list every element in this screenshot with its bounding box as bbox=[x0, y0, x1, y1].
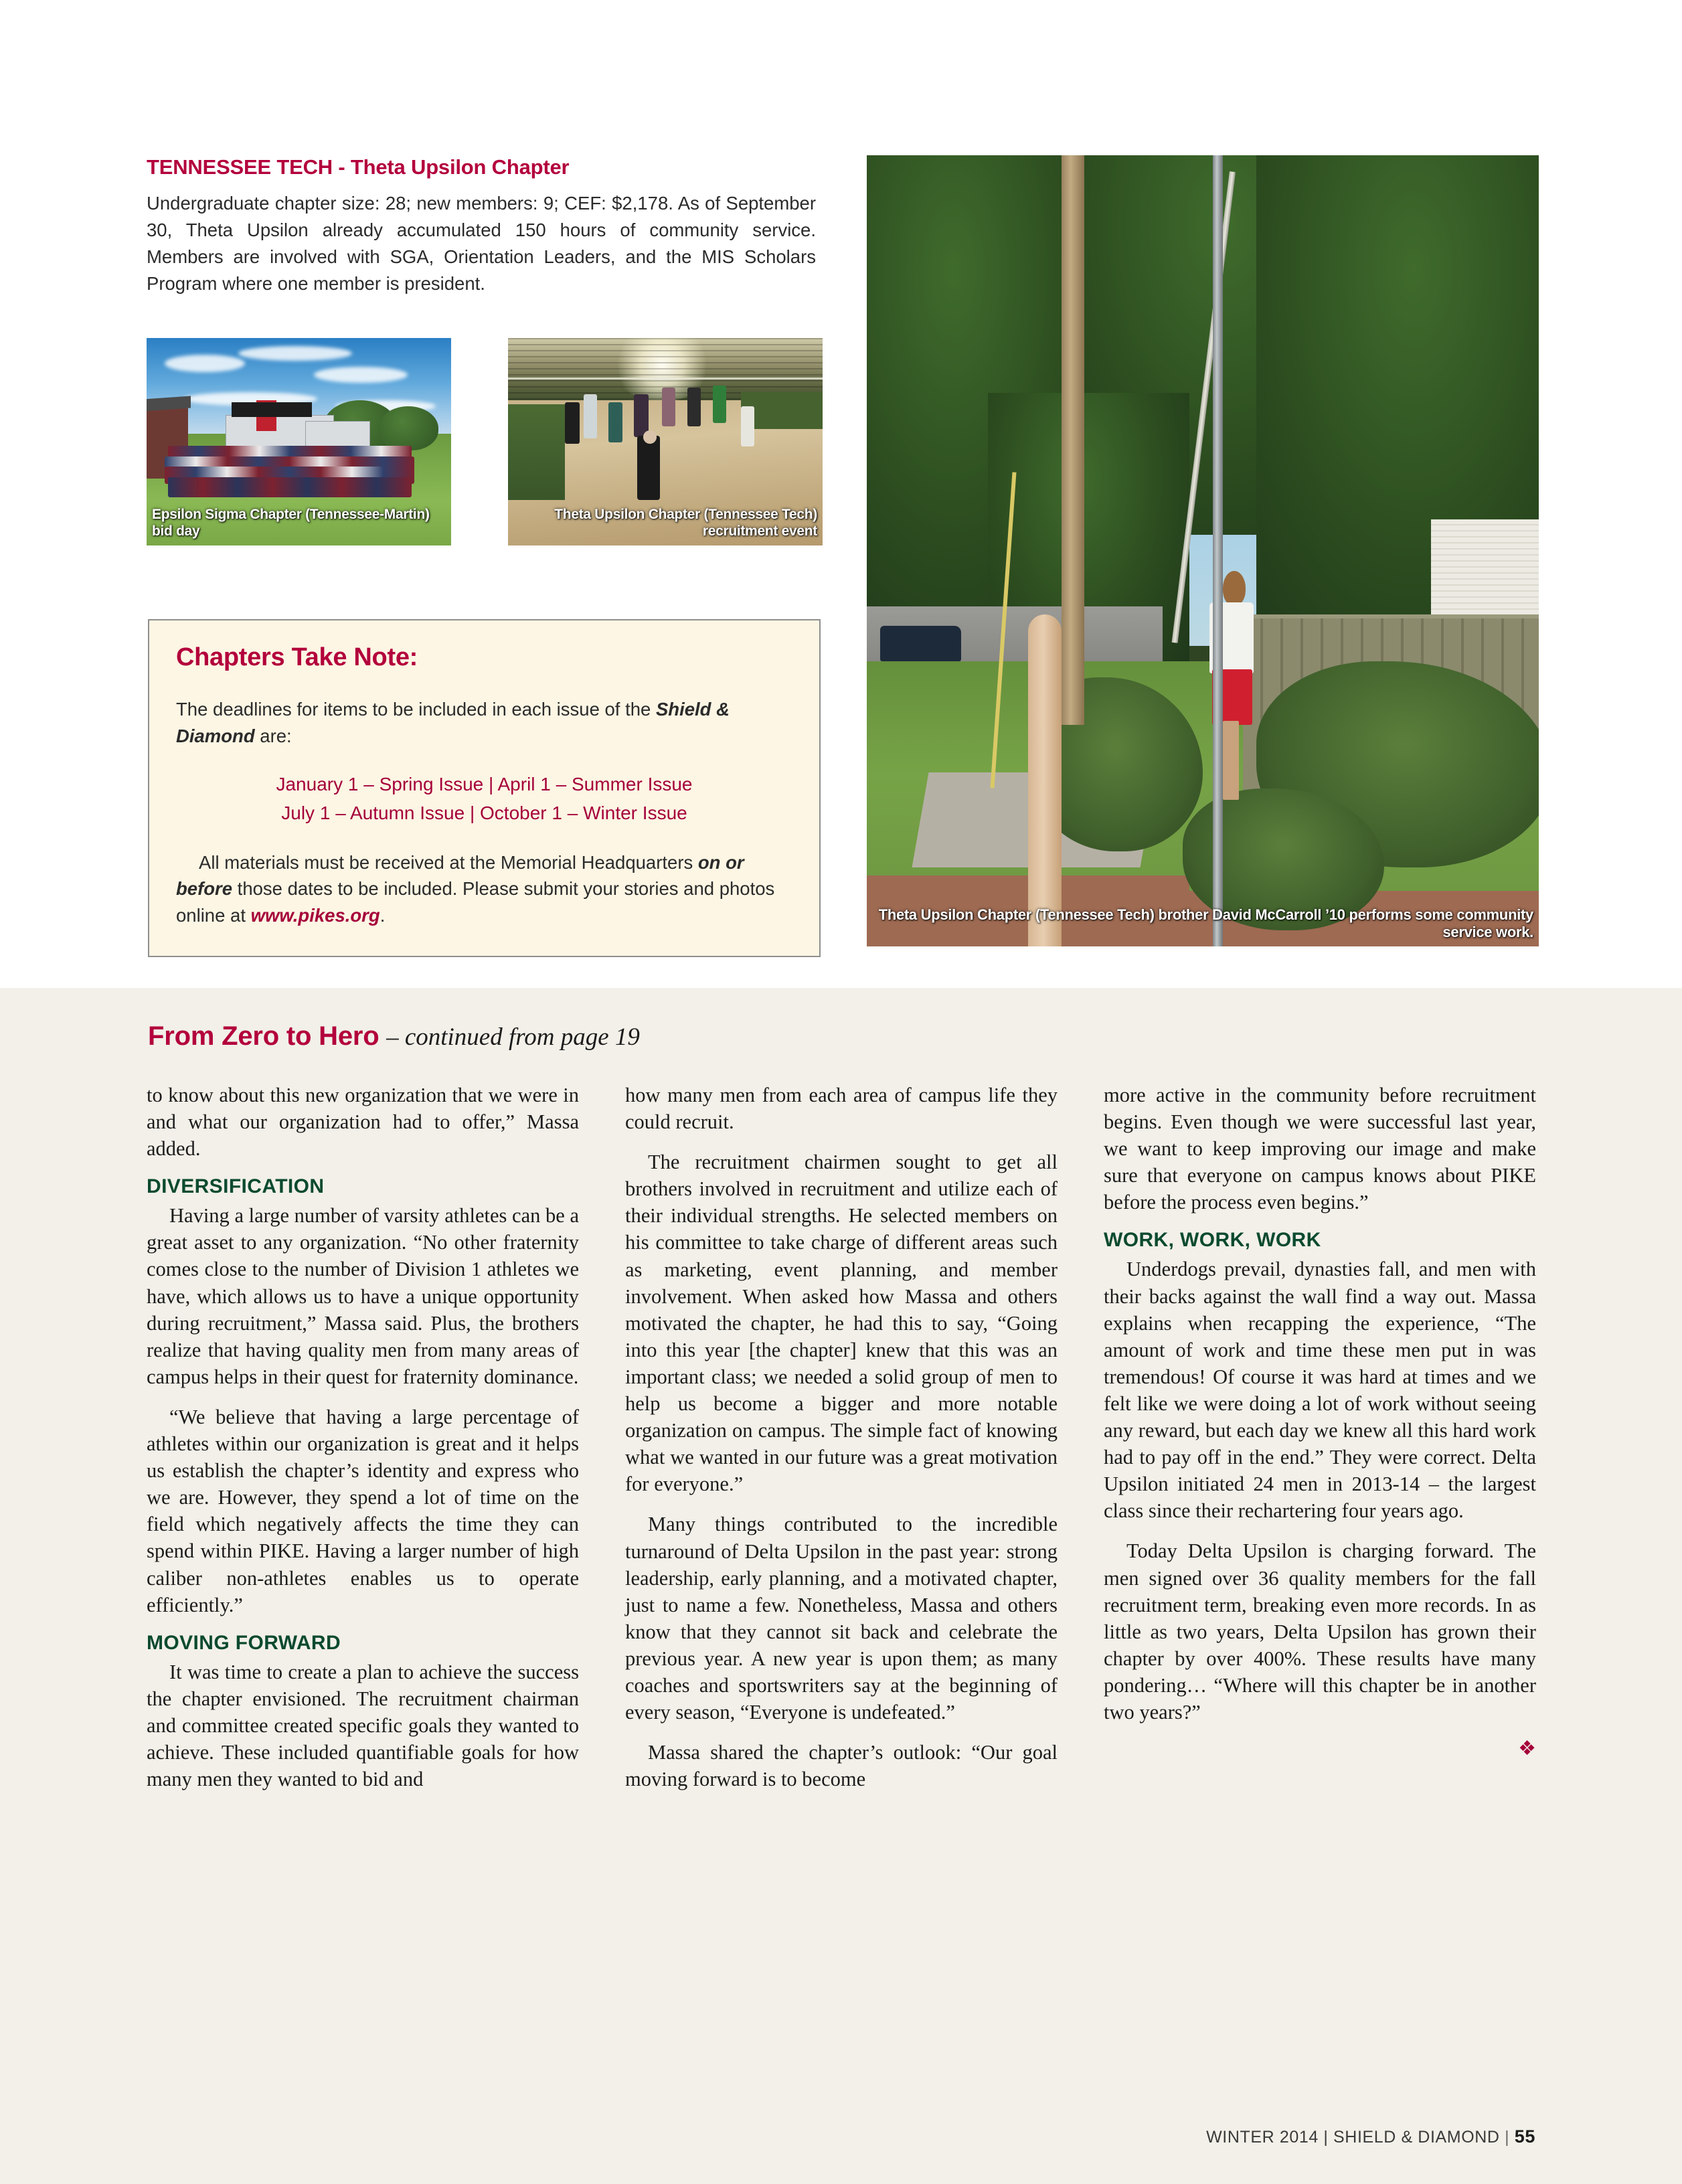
deadline-list bbox=[176, 770, 792, 828]
paragraph: The recruitment chairmen sought to get all brothers involved in recruitment and utilize each of their individual strengths. He selected members on his committee to take charge of different areas such as marketing, event planning, and member involvement. When asked how Massa and others motivated the chapter, he had this to say, “Going into this year [the chapter] knew that this was an important class; we needed a solid group of men to help us become a bigger and more notable organization on campus. The simple fact of knowing what we wanted in our future was a great motivation for everyone.” bbox=[625, 1151, 1058, 1496]
player-silhouette bbox=[662, 388, 675, 426]
deadline-line-2: July 1 – Autumn Issue | October 1 – Winter Issue bbox=[281, 803, 687, 824]
article-panel bbox=[0, 988, 1682, 2184]
paragraph: Underdogs prevail, dynasties fall, and men with their backs against the wall find a way out. Massa explains when recapping the experience, “The amount of work and time these men put in was tremendous! Of course it was hard at times and we felt like we were doing a lot of work without seeing any reward, but each day we knew all this hard work had to pay off in the end.” They were correct. Delta Upsilon initiated 24 men in 2013-14 – the largest class since their rechartering four years ago. bbox=[1104, 1258, 1536, 1523]
page-footer bbox=[1206, 2126, 1535, 2147]
player-silhouette bbox=[608, 402, 622, 442]
chapter-report-block bbox=[147, 155, 816, 297]
crowd-row bbox=[168, 477, 412, 497]
player-silhouette bbox=[713, 386, 726, 423]
section-heading-diversification: DIVERSIFICATION bbox=[147, 1175, 325, 1198]
cloud-shape bbox=[165, 355, 245, 372]
player-silhouette bbox=[565, 402, 580, 444]
photo-caption-recruitment: Theta Upsilon Chapter (Tennessee Tech) recruitment event bbox=[554, 507, 817, 539]
footer-separator: | bbox=[1505, 2128, 1510, 2147]
player-silhouette bbox=[584, 394, 597, 438]
tree-shape bbox=[378, 406, 438, 450]
take-note-intro-before: The deadlines for items to be included in each issue of the bbox=[176, 699, 656, 720]
shield-and-diamond-italic: Shield & Diamond bbox=[176, 699, 730, 746]
take-note-intro-after: are: bbox=[254, 725, 292, 746]
paragraph: “We believe that having a large percentage of athletes within our organization is great and it helps us establish the chapter’s identity and express who we are. However, they spend a lot of time on the field which negatively affects the time they can spend within PIKE. Having a larger number of high caliber non-athletes enables us to operate efficiently.” bbox=[147, 1405, 579, 1616]
photo-bid-day bbox=[147, 338, 451, 545]
top-panel bbox=[0, 0, 1682, 988]
deadline-line-1: January 1 – Spring Issue | April 1 – Summer Issue bbox=[276, 773, 693, 794]
photo-recruitment-event bbox=[508, 338, 823, 545]
article-column-3 bbox=[1104, 1082, 1536, 1806]
article-header bbox=[148, 1021, 640, 1052]
article-title: From Zero to Hero bbox=[148, 1021, 380, 1051]
paragraph: how many men from each area of campus life they could recruit. bbox=[625, 1084, 1058, 1134]
car-shape bbox=[880, 626, 960, 661]
sign-shape bbox=[232, 402, 312, 417]
player-silhouette bbox=[741, 406, 754, 446]
closing-part-3: . bbox=[380, 905, 386, 926]
on-or-before-italic: on or before bbox=[176, 851, 744, 900]
closing-part-1: All materials must be received at the Memorial Headquarters bbox=[199, 851, 698, 873]
foreground-arm bbox=[1028, 614, 1062, 946]
photo-pair bbox=[147, 338, 823, 545]
paragraph: more active in the community before recruitment begins. Even though we were successful last year, we want to keep improving our image and make sure that everyone on campus knows about PIKE before the process even begins.” bbox=[1104, 1084, 1536, 1214]
paragraph: Massa shared the chapter’s outlook: “Our goal moving forward is to become bbox=[625, 1741, 1058, 1791]
footer-issue-label: WINTER 2014 | SHIELD & DIAMOND bbox=[1206, 2128, 1500, 2147]
player-silhouette bbox=[687, 388, 701, 426]
chapters-take-note-box bbox=[148, 619, 821, 957]
player-silhouette-foreground bbox=[637, 436, 660, 500]
paragraph: It was time to create a plan to achieve the success the chapter envisioned. The recruitment chairman and committee created specific goals they wanted to achieve. These included quantifiable goals for how many men they wanted to bid and bbox=[147, 1660, 579, 1791]
chapter-heading: TENNESSEE TECH - Theta Upsilon Chapter bbox=[147, 155, 570, 179]
utility-pole bbox=[1062, 155, 1084, 725]
article-columns bbox=[147, 1082, 1536, 1806]
photo-community-service bbox=[867, 155, 1539, 946]
section-heading-moving-forward: MOVING FORWARD bbox=[147, 1631, 341, 1654]
article-column-2 bbox=[625, 1082, 1058, 1806]
person-legs bbox=[1223, 721, 1239, 800]
photo-caption-community-service: Theta Upsilon Chapter (Tennessee Tech) brother David McCarroll ’10 performs some community service work. bbox=[878, 906, 1533, 941]
pikes-org-link[interactable]: www.pikes.org bbox=[250, 905, 380, 926]
article-column-1 bbox=[147, 1082, 579, 1806]
paragraph: Having a large number of varsity athletes can be a great asset to any organization. “No other fraternity comes close to the number of Division 1 athletes we have, which allows us to have a unique opportunity during recruitment,” Massa said. Plus, the brothers realize that having quality men from many areas of campus helps in their quest for fraternity dominance. bbox=[147, 1204, 579, 1388]
take-note-title: Chapters Take Note: bbox=[176, 643, 418, 671]
take-note-closing bbox=[176, 849, 792, 930]
section-heading-work-work-work: WORK, WORK, WORK bbox=[1104, 1229, 1321, 1252]
paragraph: to know about this new organization that we were in and what our organization had to offer,” Massa added. bbox=[147, 1084, 579, 1161]
article-continued-note: – continued from page 19 bbox=[386, 1023, 640, 1051]
player-head bbox=[643, 430, 657, 444]
end-of-article-diamond-icon: ❖ bbox=[1518, 1738, 1536, 1760]
person-head bbox=[1223, 571, 1246, 606]
take-note-intro bbox=[176, 696, 792, 750]
grass-edge bbox=[508, 404, 565, 500]
paragraph: Many things contributed to the incredible turnaround of Delta Upsilon in the past year: strong leadership, early planning, and a motivated chapter, just to name a few. Nonetheless, Massa and others know that they cannot sit back and celebrate the previous year. A new year is upon them; as many coaches and sportswriters say at the beginning of every season, “Everyone is undefeated.” bbox=[625, 1513, 1058, 1724]
page-number: 55 bbox=[1514, 2126, 1535, 2147]
chapter-body-text: Undergraduate chapter size: 28; new members: 9; CEF: $2,178. As of September 30, Theta Upsilon already accumulated 150 hours of community service. Members are involved with SGA, Orientation Leaders, and the MIS Scholars Program where one member is president. bbox=[147, 193, 816, 294]
paragraph: Today Delta Upsilon is charging forward. The men signed over 36 quality members for the fall recruitment term, breaking even more records. In as little as two years, Delta Upsilon has grown their chapter by over 400%. These results have many pondering… “Where will this chapter be in another two years?” bbox=[1104, 1539, 1536, 1724]
metal-pole bbox=[1213, 155, 1223, 946]
closing-part-2: those dates to be included. Please submit your stories and photos online at bbox=[176, 878, 775, 926]
photo-caption-bid-day: Epsilon Sigma Chapter (Tennessee-Martin) bid day bbox=[152, 507, 430, 539]
